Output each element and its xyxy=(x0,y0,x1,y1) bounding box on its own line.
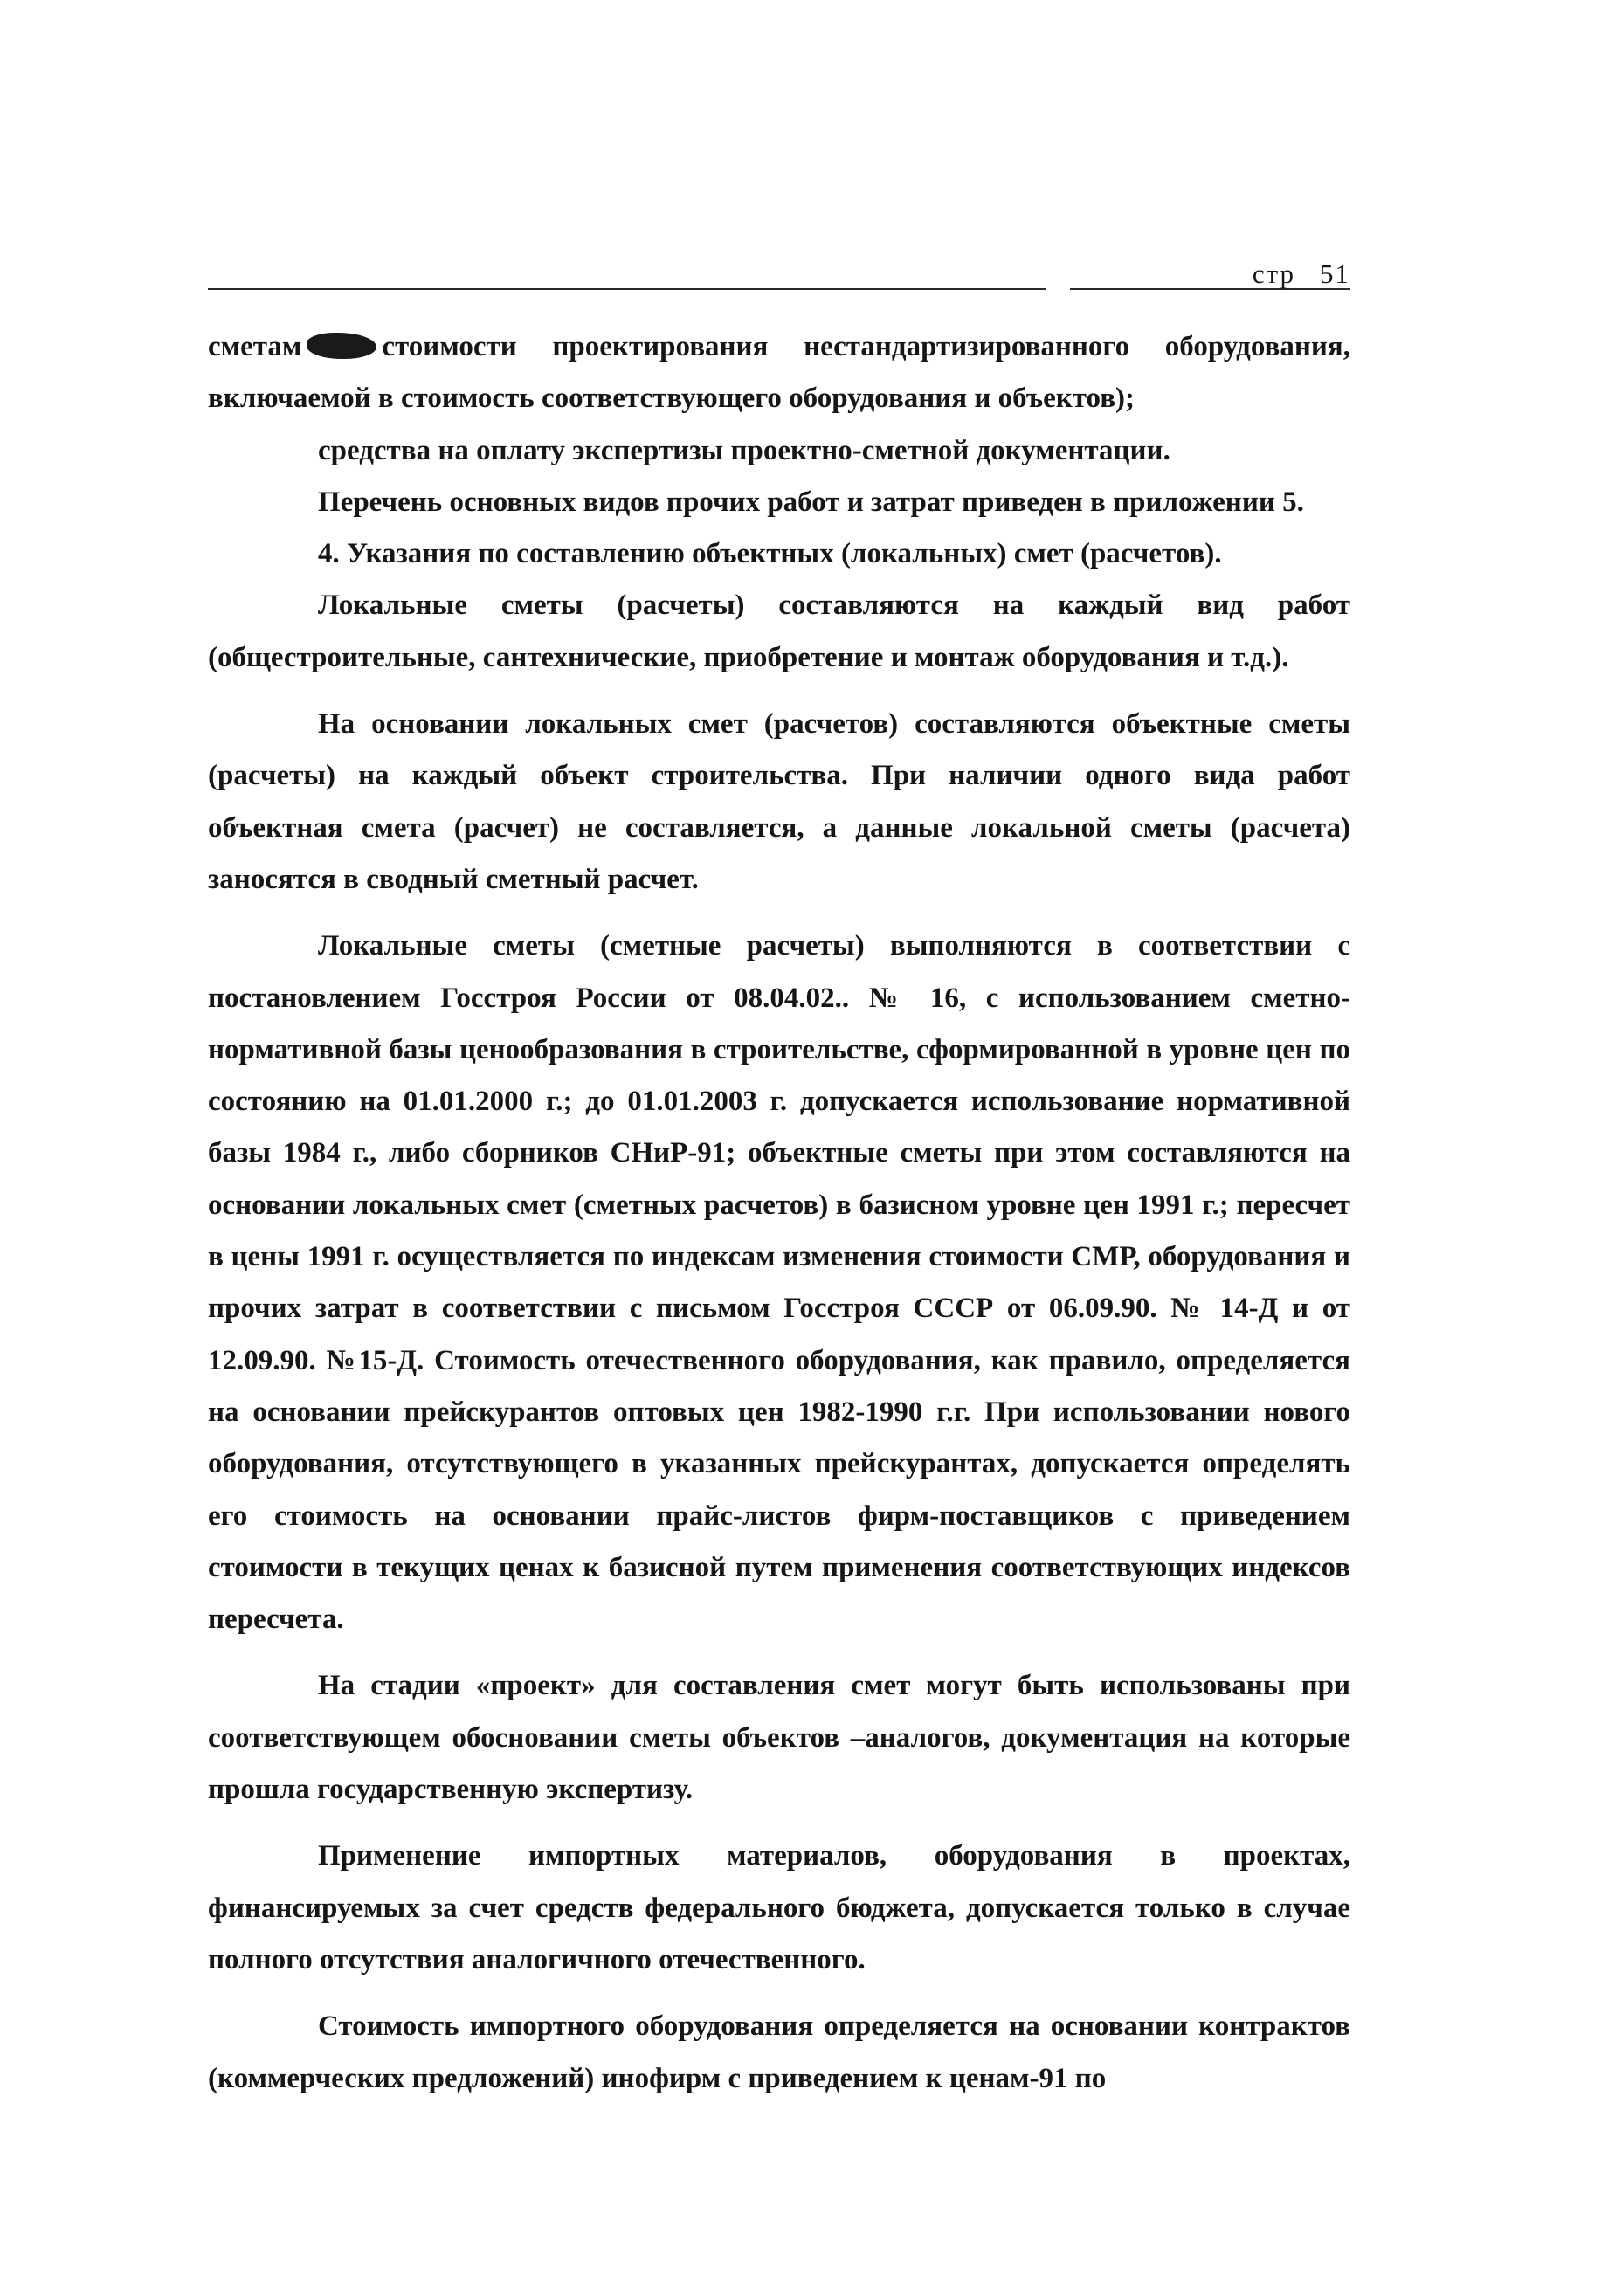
paragraph-9: Применение импортных материалов, оборудования в проектах, финансируемых за счет средств федерального бюджета, допускается только в случае полного отсутствия аналогичного отечественного. xyxy=(208,1840,1350,1975)
paragraph-1-start: сметам xyxy=(208,331,302,362)
paragraph-2: средства на оплату экспертизы проектно-сметной документации. xyxy=(318,434,1170,466)
paragraph-10: Стоимость импортного оборудования определяется на основании контрактов (коммерческих предложений) инофирм с приведением к ценам-91 по xyxy=(208,2010,1350,2094)
ink-blot-mark xyxy=(307,333,376,359)
header-rule-left xyxy=(208,288,1046,290)
paragraph-8: На стадии «проект» для составления смет могут быть использованы при соответствующем обосновании сметы объектов –аналогов, документация на которые прошла государственную экспертизу. xyxy=(208,1670,1350,1806)
paragraph-6: На основании локальных смет (расчетов) составляются объектные сметы (расчеты) на каждый объект строительства. При наличии одного вида работ объектная смета (расчет) не составляется, а данные локальной сметы (расчета) заносятся в сводный сметный расчет. xyxy=(208,708,1350,895)
page-number-value: 51 xyxy=(1320,259,1350,289)
paragraph-1 xyxy=(208,321,1350,425)
page-number xyxy=(1240,259,1350,290)
paragraph-7: Локальные сметы (сметные расчеты) выполняются в соответствии с постановлением Госстроя России от 08.04.02.. № 16, с использованием сметно-нормативной базы ценообразования в строительстве, сформированной в уровне цен по состоянию на 01.01.2000 г.; до 01.01.2003 г. допускается использование нормативной базы 1984 г., либо сборников СНиР-91; объектные сметы при этом составляются на основании локальных смет (сметных расчетов) в базисном уровне цен 1991 г.; пересчет в цены 1991 г. осуществляется по индексам изменения стоимости СМР, оборудования и прочих затрат в соответствии с письмом Госстроя СССР от 06.09.90. № 14-Д и от 12.09.90. №15-Д. Стоимость отечественного оборудования, как правило, определяется на основании прейскурантов оптовых цен 1982-1990 г.г. При использовании нового оборудования, отсутствующего в указанных прейскурантах, допускается определять его стоимость на основании прайс-листов фирм-поставщиков с приведением стоимости в текущих ценах к базисной путем применения соответствующих индексов пересчета. xyxy=(208,930,1350,1636)
paragraph-4-section-heading: 4. Указания по составлению объектных (локальных) смет (расчетов). xyxy=(318,538,1222,570)
paragraph-3: Перечень основных видов прочих работ и затрат приведен в приложении 5. xyxy=(318,486,1304,518)
page-number-label: стр xyxy=(1252,259,1295,289)
paragraph-1-rest: стоимости проектирования нестандартизированного оборудования, включаемой в стоимость соответствующего оборудования и объектов); xyxy=(208,331,1350,415)
body-text xyxy=(208,321,1350,2105)
paragraph-5: Локальные сметы (расчеты) составляются на каждый вид работ (общестроительные, сантехнические, приобретение и монтаж оборудования и т.д.). xyxy=(208,590,1350,673)
